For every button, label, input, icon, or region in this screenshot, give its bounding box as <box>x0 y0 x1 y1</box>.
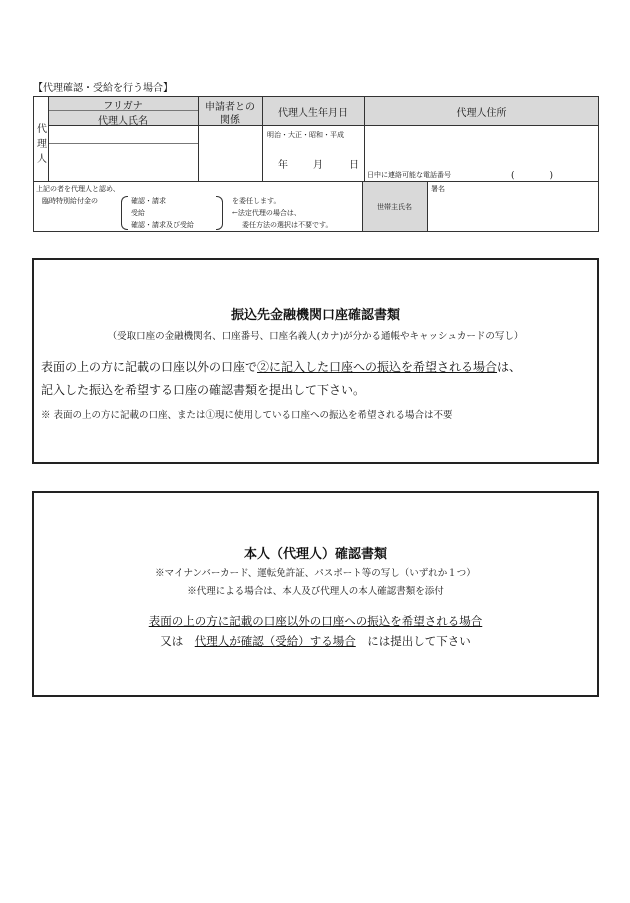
era-options: 明治・大正・昭和・平成 <box>267 131 344 139</box>
proxy-furigana-field[interactable] <box>48 125 198 143</box>
id-line2-underlined: 代理人が確認（受給）する場合 <box>194 634 356 648</box>
rule <box>427 181 428 232</box>
relation-label-2: 関係 <box>220 115 240 126</box>
delegation-option-both[interactable]: 確認・請求及び受給 <box>131 221 194 229</box>
phone-label: 日中に連絡可能な電話番号 <box>367 171 451 179</box>
bank-document-title: 振込先金融機関口座確認書類 <box>230 308 400 323</box>
right-brace <box>216 196 223 230</box>
delegation-suffix-2: ←法定代理の場合は、 <box>232 209 301 217</box>
id-line1-underlined: 表面の上の方に記載の口座以外の口座への振込を希望される場合 <box>148 614 483 628</box>
delegation-line-1: 上記の者を代理人と認め、 <box>36 185 120 193</box>
delegation-line-2: 臨時特別給付金の <box>42 197 98 205</box>
head-of-household-label: 世帯主氏名 <box>377 203 412 211</box>
bank-document-subtitle: （受取口座の金融機関名、口座番号、口座名義人(カナ)が分かる通帳やキャッシュカードの写し） <box>107 331 524 342</box>
birthdate-label: 代理人生年月日 <box>278 108 348 119</box>
proxy-section-heading: 【代理確認・受給を行う場合】 <box>33 83 173 94</box>
id-line2-prefix: 又は <box>160 634 195 648</box>
proxy-name-label: 代理人氏名 <box>98 116 148 127</box>
address-field[interactable] <box>364 125 599 167</box>
relation-label-1: 申請者との <box>205 102 255 113</box>
delegation-option-receive[interactable]: 受給 <box>131 209 145 217</box>
delegation-suffix-3: 委任方法の選択は不要です。 <box>242 221 333 229</box>
id-document-note-2: ※代理による場合は、本人及び代理人の本人確認書類を添付 <box>187 586 444 597</box>
relation-field[interactable] <box>198 125 262 181</box>
id-document-note-1: ※マイナンバーカード、運転免許証、パスポート等の写し（いずれか１つ） <box>155 568 476 579</box>
rule <box>33 181 599 182</box>
id-document-line-1 <box>34 613 597 629</box>
id-document-title: 本人（代理人）確認書類 <box>243 547 387 562</box>
rule <box>33 231 599 232</box>
furigana-label: フリガナ <box>103 101 143 112</box>
proxy-form-table <box>33 96 599 232</box>
signature-label: 署名 <box>431 185 445 193</box>
bank-document-body-line-2: 記入した振込を希望する口座の確認書類を提出して下さい。 <box>41 383 366 397</box>
bank-document-body-line-1 <box>41 358 521 375</box>
delegation-option-confirm-claim[interactable]: 確認・請求 <box>131 197 166 205</box>
body-prefix: 表面の上の方に記載の口座以外の口座で <box>41 360 258 374</box>
body-underlined: ②に記入した口座への振込を希望される場合 <box>257 360 498 374</box>
rule <box>33 96 34 232</box>
proxy-side-label-1: 代 <box>37 124 47 135</box>
id-line2-suffix: には提出して下さい <box>355 634 471 648</box>
rule <box>48 143 198 144</box>
body-suffix: は、 <box>497 360 522 374</box>
delegation-suffix-1: を委任します。 <box>232 197 281 205</box>
id-document-box <box>32 491 599 697</box>
id-document-line-2 <box>34 633 597 649</box>
year-label: 年 <box>278 160 288 171</box>
month-label: 月 <box>313 160 323 171</box>
signature-field[interactable] <box>427 181 599 232</box>
address-label: 代理人住所 <box>456 108 507 119</box>
proxy-name-field[interactable] <box>48 143 198 181</box>
proxy-side-label-3: 人 <box>37 154 47 165</box>
left-brace <box>121 196 128 230</box>
bank-document-box <box>32 258 599 464</box>
proxy-side-label-2: 理 <box>37 139 47 150</box>
phone-parens: ( ) <box>511 171 556 181</box>
bank-document-note: ※ 表面の上の方に記載の口座、または①現に使用している口座への振込を希望される場合は不要 <box>41 410 453 421</box>
day-label: 日 <box>349 160 359 171</box>
